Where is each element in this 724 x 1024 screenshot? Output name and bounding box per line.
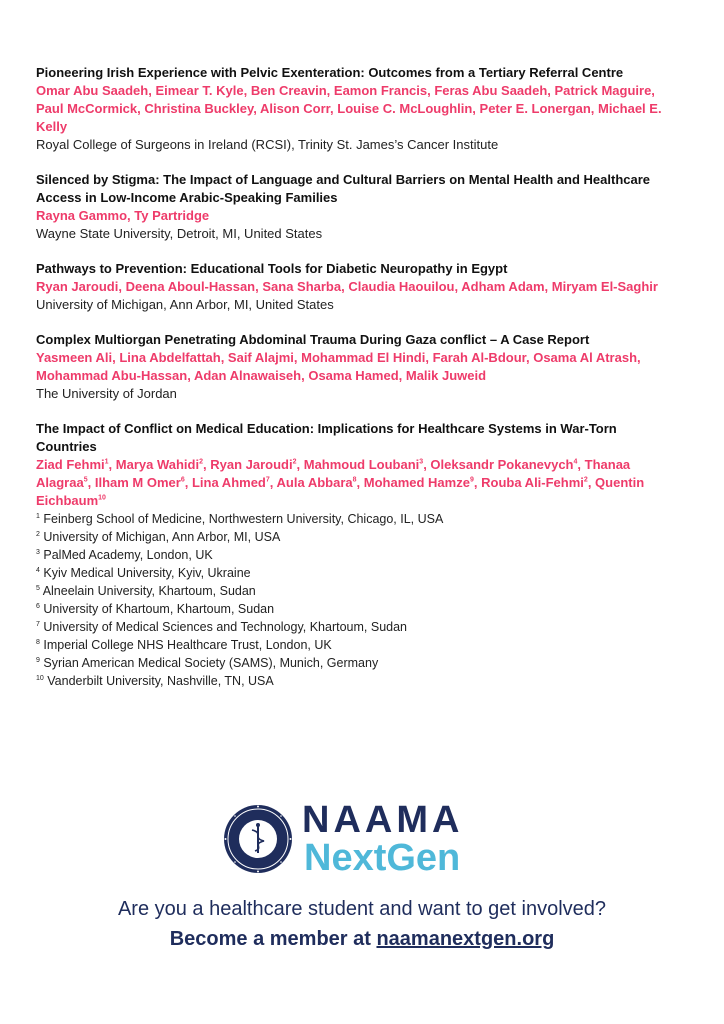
abstract-list xyxy=(36,64,676,707)
author-name: Marya Wahidi xyxy=(115,457,200,472)
author-affiliation-number: 10 xyxy=(98,494,106,502)
abstract-title: Silenced by Stigma: The Impact of Language and Cultural Barriers on Mental Health and Healthcare Access in Low-Income Arabic-Speaking Families xyxy=(36,172,651,205)
cta-question: Are you a healthcare student and want to get involved? xyxy=(117,898,607,920)
abstract-affiliation: The University of Jordan xyxy=(36,386,177,401)
affiliation-text: University of Medical Sciences and Technology, Khartoum, Sudan xyxy=(39,620,408,634)
author-affiliation-number: 2 xyxy=(292,458,297,466)
affiliation-number: 2 xyxy=(36,530,40,538)
author-name: Aula Abbara xyxy=(276,475,353,490)
author-affiliation-number: 9 xyxy=(469,476,474,484)
affiliation-text: University of Michigan, Ann Arbor, MI, USA xyxy=(39,530,281,544)
author-affiliation-number: 1 xyxy=(104,458,109,466)
abstract-authors: Rayna Gammo, Ty Partridge xyxy=(36,208,210,223)
author-name: Lina Ahmed xyxy=(191,475,266,490)
abstract-authors: Yasmeen Ali, Lina Abdelfattah, Saif Alajmi, Mohammad El Hindi, Farah Al-Bdour, Osama Al Atrash, Mohammad Abu-Hassan, Adan Alnawaiseh, Osama Hamed, Malik Juweid xyxy=(36,350,641,383)
affiliation-number: 7 xyxy=(36,620,40,628)
abstract-affiliation: Royal College of Surgeons in Ireland (RCSI), Trinity St. James’s Cancer Institute xyxy=(36,137,499,152)
author-name: Mahmoud Loubani xyxy=(303,457,420,472)
logo-wordmark-naama: NAAMA xyxy=(302,799,464,841)
affiliation-number: 5 xyxy=(36,584,40,592)
abstract-entry xyxy=(36,331,676,403)
abstract-authors: Ziad Fehmi$^1$, Marya Wahidi$^2$, Ryan Jaroudi$^2$, Mahmoud Loubani$^3$, Oleksandr Pokanevych$^4$, Thanaa Alagraa$^5$, Ilham M Omer$^6$, Lina Ahmed$^7$, Aula Abbara$^8$, Mohamed Hamze$^9$, Rouba Ali-Fehmi$^2$, Quentin Eichbaum$^{10}$ xyxy=(36,457,645,508)
abstract-entry xyxy=(36,420,676,690)
affiliation-number: 6 xyxy=(36,602,40,610)
abstract-title: Pathways to Prevention: Educational Tools for Diabetic Neuropathy in Egypt xyxy=(36,261,508,276)
affiliation-item xyxy=(36,528,676,546)
affiliation-number: 8 xyxy=(36,638,40,646)
affiliation-item xyxy=(36,510,676,528)
affiliation-item xyxy=(36,618,676,636)
abstract-affiliation: University of Michigan, Ann Arbor, MI, United States xyxy=(36,297,334,312)
author-name: Oleksandr Pokanevych xyxy=(430,457,574,472)
affiliation-number: 3 xyxy=(36,548,40,556)
author-name: Thanaa Alagraa xyxy=(36,457,631,490)
author-affiliation-number: 6 xyxy=(180,476,185,484)
abstract-authors: Omar Abu Saadeh, Eimear T. Kyle, Ben Creavin, Eamon Francis, Feras Abu Saadeh, Patrick Maguire, Paul McCormick, Christina Buckley, Alison Corr, Louise C. McLoughlin, Peter E. Lonergan, Michael E. Kelly xyxy=(36,83,662,134)
affiliation-number: 4 xyxy=(36,566,40,574)
affiliation-item xyxy=(36,636,676,654)
abstract-entry xyxy=(36,64,676,154)
naama-seal-icon xyxy=(222,803,294,875)
abstract-title: Pioneering Irish Experience with Pelvic Exenteration: Outcomes from a Tertiary Referral Centre xyxy=(36,65,624,80)
affiliation-number: 1 xyxy=(36,512,40,520)
abstract-authors: Ryan Jaroudi, Deena Aboul-Hassan, Sana Sharba, Claudia Haouilou, Adham Adam, Miryam El-Saghir xyxy=(36,279,658,294)
author-affiliation-number: 5 xyxy=(83,476,88,484)
author-name: Ilham M Omer xyxy=(94,475,181,490)
affiliation-text: Syrian American Medical Society (SAMS), Munich, Germany xyxy=(39,656,379,670)
affiliation-item xyxy=(36,600,676,618)
affiliation-text: PalMed Academy, London, UK xyxy=(39,548,213,562)
affiliation-text: Feinberg School of Medicine, Northwestern University, Chicago, IL, USA xyxy=(39,512,444,526)
affiliation-item xyxy=(36,672,676,690)
affiliation-number: 10 xyxy=(36,674,44,682)
author-name: Ryan Jaroudi xyxy=(210,457,293,472)
affiliation-number: 9 xyxy=(36,656,40,664)
affiliation-text: Kyiv Medical University, Kyiv, Ukraine xyxy=(39,566,251,580)
author-affiliation-number: 7 xyxy=(265,476,270,484)
author-name: Mohamed Hamze xyxy=(363,475,470,490)
abstract-title: Complex Multiorgan Penetrating Abdominal Trauma During Gaza conflict – A Case Report xyxy=(36,332,590,347)
abstract-entry xyxy=(36,171,676,243)
affiliation-list xyxy=(36,510,676,690)
abstract-title: The Impact of Conflict on Medical Education: Implications for Healthcare Systems in War-Torn Countries xyxy=(36,421,617,454)
affiliation-text: Vanderbilt University, Nashville, TN, USA xyxy=(43,674,274,688)
affiliation-item xyxy=(36,546,676,564)
cta-member-prefix: Become a member at xyxy=(169,928,377,950)
cta-membership xyxy=(0,928,724,951)
abstract-entry xyxy=(36,260,676,314)
abstract-affiliation: Wayne State University, Detroit, MI, United States xyxy=(36,226,323,241)
author-affiliation-number: 2 xyxy=(583,476,588,484)
membership-link[interactable]: naamanextgen.org xyxy=(376,928,555,950)
affiliation-text: Alneelain University, Khartoum, Sudan xyxy=(39,584,256,598)
affiliation-item xyxy=(36,654,676,672)
logo-wordmark-nextgen: NextGen xyxy=(304,837,461,879)
author-affiliation-number: 2 xyxy=(199,458,203,466)
author-affiliation-number: 4 xyxy=(573,458,578,466)
naama-nextgen-logo xyxy=(222,800,522,880)
affiliation-item xyxy=(36,564,676,582)
author-affiliation-number: 3 xyxy=(419,458,424,466)
affiliation-text: Imperial College NHS Healthcare Trust, London, UK xyxy=(39,638,332,652)
author-name: Quentin Eichbaum xyxy=(36,475,645,508)
author-name: Ziad Fehmi xyxy=(36,457,105,472)
affiliation-item xyxy=(36,582,676,600)
affiliation-text: University of Khartoum, Khartoum, Sudan xyxy=(39,602,275,616)
author-name: Rouba Ali-Fehmi xyxy=(481,475,584,490)
author-affiliation-number: 8 xyxy=(352,476,357,484)
